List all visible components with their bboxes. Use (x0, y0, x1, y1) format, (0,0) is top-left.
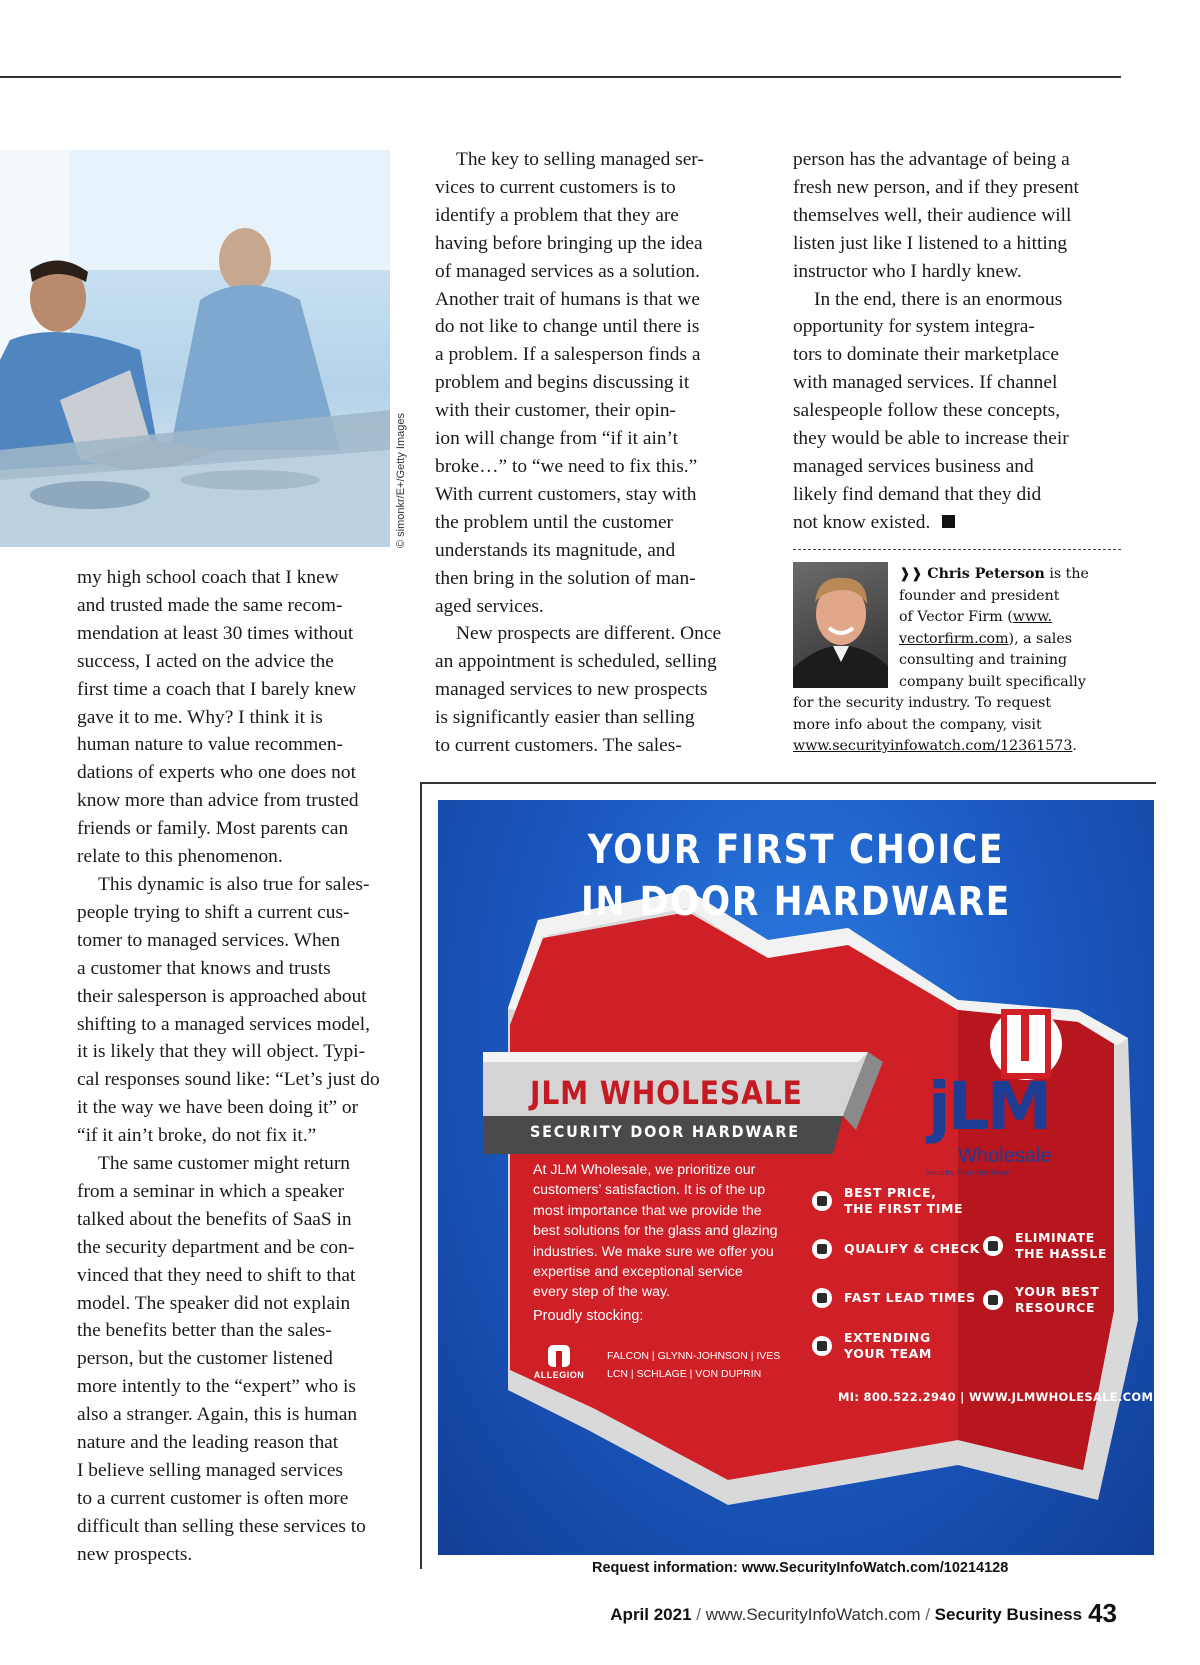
article-line: listen just like I listened to a hitting (793, 232, 1068, 254)
article-line: talked about the benefits of SaaS in (77, 1208, 352, 1230)
ad-body-line: every step of the way. (533, 1284, 670, 1301)
article-line: to current customers. The sales- (435, 735, 682, 757)
bio-divider (793, 549, 1121, 550)
article-line: With current customers, stay with (435, 483, 697, 505)
footer-site[interactable]: www.SecurityInfoWatch.com (705, 1605, 921, 1624)
article-line: tomer to managed services. When (77, 929, 340, 951)
article-line: gave it to me. Why? I think it is (77, 706, 323, 728)
article-line: with managed services. If channel (793, 372, 1058, 394)
article-line: This dynamic is also true for sales- (98, 873, 370, 895)
bio-text: . (1072, 738, 1077, 754)
jlm-logo-text: jLM (928, 1068, 1050, 1145)
vectorfirm-link[interactable]: www. (1012, 609, 1053, 625)
article-line: tors to dominate their marketplace (793, 344, 1059, 366)
article-line: dations of experts who one does not (77, 762, 356, 784)
article-line: also a stranger. Again, this is human (77, 1404, 358, 1426)
issue-date: April 2021 (610, 1605, 692, 1624)
article-line: the problem until the customer (435, 511, 674, 533)
feature-extending (812, 1330, 932, 1362)
feature-label: YOUR TEAM (844, 1346, 932, 1361)
article-line: themselves well, their audience will (793, 204, 1072, 226)
tag-icon (812, 1191, 832, 1211)
bio-text: for the security industry. To request (793, 695, 1052, 711)
article-line: managed services to new prospects (435, 679, 708, 701)
bio-text: ), a sales (1008, 630, 1073, 647)
article-line: ion will change from “if it ain’t (435, 428, 679, 450)
article-line: they would be able to increase their (793, 428, 1069, 450)
article-line: is significantly easier than selling (435, 707, 695, 729)
article-line: success, I acted on the advice the (77, 650, 334, 672)
article-line: mendation at least 30 times without (77, 622, 354, 644)
allegion-icon (548, 1345, 570, 1367)
article-line: more intently to the “expert” who is (77, 1376, 356, 1398)
article-line: vices to current customers is to (435, 176, 676, 198)
ad-divider-vertical (420, 782, 422, 1569)
bio-text: more info about the company, visit (793, 716, 1042, 733)
brand-line: LCN | SCHLAGE | VON DUPRIN (607, 1368, 762, 1380)
article-line: not know existed. (793, 509, 1079, 537)
article-line: difficult than selling these services to (77, 1515, 366, 1537)
article-line: then bring in the solution of man- (435, 567, 696, 589)
truck-icon (983, 1290, 1003, 1310)
ad-headline (488, 824, 1104, 928)
ad-body-line: At JLM Wholesale, we prioritize our (533, 1162, 756, 1178)
article-line: an appointment is scheduled, selling (435, 651, 717, 673)
feature-label: EXTENDING (844, 1330, 931, 1345)
ad-divider-horizontal (420, 782, 1156, 784)
article-line: understands its magnitude, and (435, 539, 676, 561)
article-line: vinced that they need to shift to that (77, 1264, 356, 1286)
feature-best-price (812, 1185, 963, 1217)
article-line: model. The speaker did not explain (77, 1292, 351, 1314)
office-meeting-photo (0, 150, 390, 547)
footer-separator: / (691, 1605, 706, 1624)
photo-credit: © simonkr/E+/Getty Images (395, 413, 407, 548)
clipboard-icon (812, 1239, 832, 1259)
ad-stocking-label: Proudly stocking: (533, 1308, 644, 1324)
jlm-logo-tagline: Security Door Hardware (926, 1167, 1010, 1177)
article-line: likely find demand that they did (793, 483, 1042, 505)
ad-body-line: industries. We make sure we offer you (533, 1243, 774, 1260)
page-footer (610, 1598, 1117, 1629)
article-line: instructor who I hardly knew. (793, 260, 1022, 282)
article-line: and trusted made the same recom- (77, 594, 343, 616)
ad-headline-line: IN DOOR HARDWARE (580, 879, 1012, 925)
article-line: new prospects. (77, 1543, 193, 1565)
bio-text: of Vector Firm ( (899, 609, 1013, 625)
ad-body-line: most importance that we provide the (533, 1202, 762, 1219)
ad-body-text (533, 1160, 803, 1303)
article-line: I believe selling managed services (77, 1460, 343, 1481)
article-line: it the way we have been doing it” or (77, 1097, 359, 1119)
top-rule (0, 76, 1121, 78)
article-line: the benefits better than the sales- (77, 1320, 332, 1342)
bio-text: founder and president (899, 587, 1060, 604)
article-line: The key to selling managed ser- (456, 149, 704, 170)
article-line: relate to this phenomenon. (77, 846, 283, 868)
footer-separator: / (920, 1605, 935, 1624)
bio-text: is the (1044, 566, 1089, 582)
feature-label: THE FIRST TIME (844, 1201, 964, 1216)
article-line: New prospects are different. Once (456, 623, 722, 645)
stopwatch-icon (812, 1288, 832, 1308)
article-line: to a current customer is often more (77, 1487, 349, 1509)
author-name: Chris Peterson (927, 566, 1045, 582)
article-line: people trying to shift a current cus- (77, 901, 350, 923)
brand-list (607, 1347, 780, 1383)
article-line: do not like to change until there is (435, 316, 700, 338)
article-line: the security department and be con- (77, 1236, 355, 1258)
feature-label: YOUR BEST (1015, 1284, 1100, 1299)
ad-body-line: best solutions for the glass and glazing (533, 1223, 778, 1240)
article-line: friends or family. Most parents can (77, 818, 349, 840)
article-line: aged services. (435, 595, 544, 617)
article-line: managed services business and (793, 455, 1034, 477)
feature-label: RESOURCE (1015, 1300, 1096, 1315)
article-line: The same customer might return (98, 1153, 351, 1175)
article-line: nature and the leading reason that (77, 1432, 339, 1454)
ad-body-line: customers’ satisfaction. It is of the up (533, 1182, 766, 1199)
author-bio-top (899, 564, 1089, 693)
jlm-wholesale-ad[interactable] (438, 800, 1154, 1555)
article-line: identify a problem that they are (435, 204, 679, 226)
article-line: having before bringing up the idea (435, 232, 703, 254)
article-line: opportunity for system integra- (793, 316, 1035, 338)
feature-label: ELIMINATE (1015, 1230, 1095, 1245)
author-bio-bottom (793, 693, 1077, 758)
article-line: with their customer, their opin- (435, 400, 677, 422)
article-column-3 (793, 146, 1079, 537)
article-line: know more than advice from trusted (77, 790, 359, 812)
document-icon (812, 1336, 832, 1356)
article-line: my high school coach that I knew (77, 567, 339, 588)
article-line: human nature to value recommen- (77, 734, 343, 756)
author-headshot (793, 562, 888, 688)
allegion-wordmark: ALLEGION (533, 1370, 585, 1380)
article-line: broke…” to “we need to fix this.” (435, 455, 698, 477)
securityinfowatch-bio-link[interactable]: www.securityinfowatch.com/12361573 (793, 738, 1073, 754)
article-line: cal responses sound like: “Let’s just do (77, 1069, 380, 1091)
article-line: a customer that knows and trusts (77, 957, 331, 979)
bio-text: company built specifically (899, 673, 1086, 690)
feature-best-resource (983, 1284, 1099, 1316)
request-info-link[interactable]: Request information: www.SecurityInfoWatch.com/10214128 (592, 1560, 1009, 1576)
ad-banner-title: JLM WHOLESALE (530, 1074, 803, 1112)
calendar-icon (983, 1236, 1003, 1256)
ad-body-line: expertise and exceptional service (533, 1264, 743, 1281)
article-line: their salesperson is approached about (77, 985, 367, 1007)
feature-qualify (812, 1239, 980, 1259)
brand-line: FALCON | GLYNN-JOHNSON | IVES (607, 1350, 781, 1362)
feature-label: FAST LEAD TIMES (844, 1290, 976, 1305)
article-line: “if it ain’t broke, do not fix it.” (77, 1125, 317, 1147)
article-line: problem and begins discussing it (435, 372, 690, 394)
article-line: a problem. If a salesperson finds a (435, 344, 701, 366)
bio-text: consulting and training (899, 652, 1068, 668)
ad-banner-subtitle: SECURITY DOOR HARDWARE (530, 1122, 800, 1141)
bio-marker: ❱❱ (899, 566, 923, 582)
article-column-2 (435, 146, 721, 760)
ad-contact[interactable]: MI: 800.522.2940 | WWW.JLMWHOLESALE.COM (838, 1390, 1154, 1404)
vectorfirm-link[interactable]: vectorfirm.com (899, 630, 1009, 647)
article-line: from a seminar in which a speaker (77, 1180, 345, 1202)
jlm-logo-wholesale: Wholesale (958, 1145, 1052, 1167)
article-line: Another trait of humans is that we (435, 288, 700, 310)
article-line: first time a coach that I barely knew (77, 678, 357, 700)
ad-headline-line: YOUR FIRST CHOICE (587, 827, 1005, 873)
feature-label: THE HASSLE (1015, 1246, 1107, 1261)
end-of-article-mark (942, 515, 955, 528)
feature-eliminate (983, 1230, 1107, 1262)
feature-fast-lead (812, 1288, 976, 1308)
feature-label: QUALIFY & CHECK (844, 1241, 980, 1256)
publication-name: Security Business (934, 1605, 1083, 1624)
article-line: person has the advantage of being a (793, 149, 1070, 170)
article-line: of managed services as a solution. (435, 260, 700, 282)
allegion-logo (533, 1345, 585, 1380)
feature-label: BEST PRICE, (844, 1185, 937, 1200)
page-number: 43 (1088, 1598, 1117, 1628)
article-line: shifting to a managed services model, (77, 1013, 370, 1035)
article-line: In the end, there is an enormous (814, 288, 1063, 310)
article-line: person, but the customer listened (77, 1348, 333, 1370)
article-line: it is likely that they will object. Typi- (77, 1041, 366, 1063)
article-line: fresh new person, and if they present (793, 176, 1079, 198)
article-line: salespeople follow these concepts, (793, 400, 1061, 422)
article-column-1 (77, 564, 380, 1569)
